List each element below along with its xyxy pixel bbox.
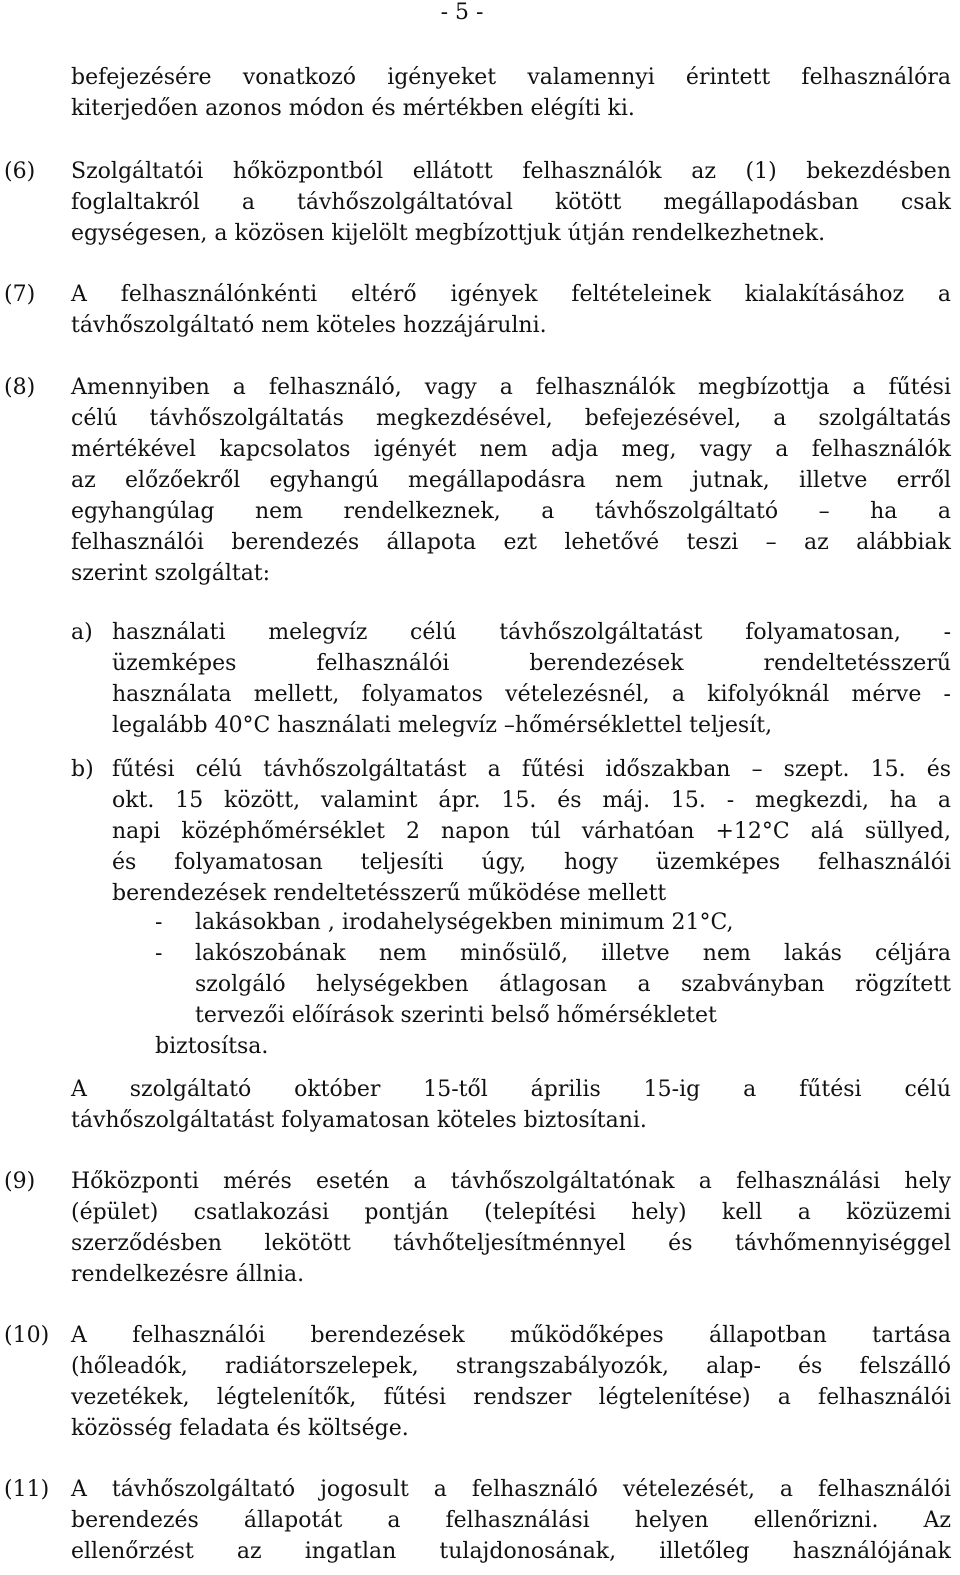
paragraph-8: [71, 372, 951, 589]
item-b-closing: [155, 1031, 555, 1062]
list-item-b: [112, 754, 951, 909]
paragraph-number: (6): [4, 159, 36, 184]
text-line: ellenőrzést az ingatlan tulajdonosának, illetőleg használójának: [71, 1539, 951, 1564]
text-line: lakószobának nem minősülő, illetve nem lakás céljára: [195, 941, 951, 966]
text-line: az előzőekről egyhangú megállapodásra nem jutnak, illetve erről: [71, 468, 951, 493]
text-line: tervezői előírások szerinti belső hőmérsékletet: [195, 1003, 717, 1028]
text-line: foglaltakról a távhőszolgáltatóval kötött megállapodásban csak: [71, 190, 951, 215]
intro-paragraph: [71, 62, 951, 124]
page-number: - 5 -: [440, 0, 484, 25]
text-line: kiterjedően azonos módon és mértékben elégíti ki.: [71, 96, 635, 121]
text-line: egyhangúlag nem rendelkeznek, a távhőszolgáltató – ha a: [71, 499, 951, 524]
text-line: (épület) csatlakozási pontján (telepítési hely) kell a közüzemi: [71, 1200, 951, 1225]
paragraph-number: (11): [4, 1477, 50, 1502]
paragraph-number: (10): [4, 1323, 50, 1348]
text-line: Amennyiben a felhasználó, vagy a felhasználók megbízottja a fűtési: [71, 375, 951, 400]
text-line: befejezésére vonatkozó igényeket valamennyi érintett felhasználóra: [71, 65, 951, 90]
paragraph-number: (7): [4, 282, 36, 307]
text-line: biztosítsa.: [155, 1034, 269, 1059]
text-line: A szolgáltató október 15-től április 15-ig a fűtési célú: [71, 1077, 951, 1102]
text-line: távhőszolgáltatást folyamatosan köteles biztosítani.: [71, 1108, 647, 1133]
service-period-paragraph: [71, 1074, 951, 1136]
text-line: legalább 40°C használati melegvíz –hőmérséklettel teljesít,: [112, 713, 773, 738]
text-line: A felhasználói berendezések működőképes állapotban tartása: [71, 1323, 951, 1348]
text-line: Szolgáltatói hőközpontból ellátott felhasználók az (1) bekezdésben: [71, 159, 951, 184]
text-line: egységesen, a közösen kijelölt megbízottjuk útján rendelkezhetnek.: [71, 221, 826, 246]
bullet-dash: -: [155, 910, 163, 935]
text-line: fűtési célú távhőszolgáltatást a fűtési időszakban – szept. 15. és: [112, 757, 951, 782]
text-line: okt. 15 között, valamint ápr. 15. és máj. 15. - megkezdi, ha a: [112, 788, 951, 813]
bullet-dash: -: [155, 941, 163, 966]
text-line: szolgáló helységekben átlagosan a szabványban rögzített: [195, 972, 951, 997]
text-line: használata mellett, folyamatos vételezésnél, a kifolyóknál mérve -: [112, 682, 951, 707]
paragraph-6: [71, 156, 951, 249]
text-line: közösség feladata és költsége.: [71, 1416, 409, 1441]
text-line: használati melegvíz célú távhőszolgáltatást folyamatosan, -: [112, 620, 951, 645]
paragraph-number: (8): [4, 375, 36, 400]
list-marker: b): [71, 757, 94, 782]
text-line: szerződésben lekötött távhőteljesítménnyel és távhőmennyiséggel: [71, 1231, 951, 1256]
text-line: távhőszolgáltató nem köteles hozzájárulni.: [71, 313, 547, 338]
text-line: A távhőszolgáltató jogosult a felhasználó vételezését, a felhasználói: [71, 1477, 951, 1502]
text-line: (hőleadók, radiátorszelepek, strangszabályozók, alap- és felszálló: [71, 1354, 951, 1379]
bullet-item: [195, 938, 951, 1031]
text-line: berendezés állapotát a felhasználási helyen ellenőrizni. Az: [71, 1508, 951, 1533]
paragraph-10: [71, 1320, 951, 1444]
text-line: szerint szolgáltat:: [71, 561, 271, 586]
text-line: berendezések rendeltetésszerű működése mellett: [112, 881, 667, 906]
paragraph-11: [71, 1474, 951, 1567]
paragraph-number: (9): [4, 1169, 36, 1194]
list-marker: a): [71, 620, 93, 645]
text-line: mértékével kapcsolatos igényét nem adja meg, vagy a felhasználók: [71, 437, 951, 462]
text-line: célú távhőszolgáltatás megkezdésével, befejezésével, a szolgáltatás: [71, 406, 951, 431]
text-line: üzemképes felhasználói berendezések rendeltetésszerű: [112, 651, 951, 676]
text-line: és folyamatosan teljesíti úgy, hogy üzemképes felhasználói: [112, 850, 951, 875]
text-line: vezetékek, légtelenítők, fűtési rendszer légtelenítése) a felhasználói: [71, 1385, 951, 1410]
text-line: rendelkezésre állnia.: [71, 1262, 305, 1287]
paragraph-7: [71, 279, 951, 341]
text-line: napi középhőmérséklet 2 napon túl várhatóan +12°C alá süllyed,: [112, 819, 951, 844]
text-line: Hőközponti mérés esetén a távhőszolgáltatónak a felhasználási hely: [71, 1169, 951, 1194]
bullet-item: [195, 907, 951, 938]
list-item-a: [112, 617, 951, 741]
text-line: felhasználói berendezés állapota ezt lehetővé teszi – az alábbiak: [71, 530, 951, 555]
text-line: lakásokban , irodahelységekben minimum 21°C,: [195, 910, 734, 935]
paragraph-9: [71, 1166, 951, 1290]
text-line: A felhasználónkénti eltérő igények feltételeinek kialakításához a: [71, 282, 951, 307]
